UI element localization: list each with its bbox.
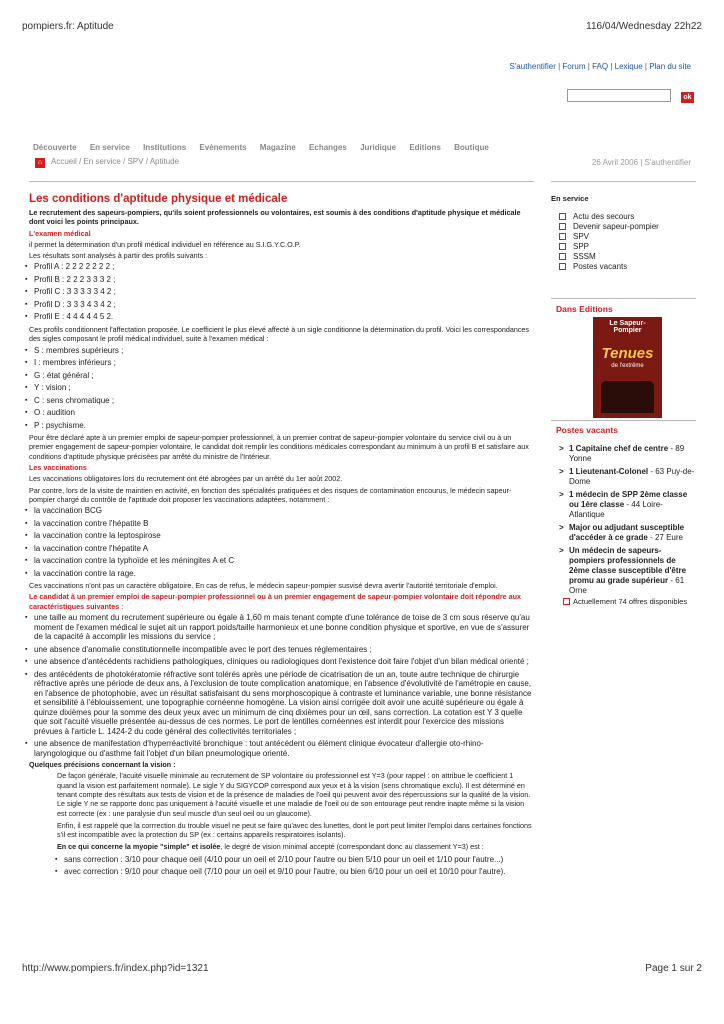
sidebar-list: [551, 212, 696, 272]
cover-masthead: Le Sapeur-Pompier: [609, 320, 646, 334]
myopie-list: [57, 855, 534, 877]
list-item: ▪ Profil A : 2 2 2 2 2 2 2 ;: [29, 262, 534, 272]
list-item: ▪ des antécédents de photokératomie réfractive sont tolérés après une période de cicatrisation de un an, toute autre technique de chirurgie réfractive après une période de deux ans, à l'exclusion de toute complication anatomique, en l'absence d'évolutivité de l'amétropie en cause, en l'absence de photophobie, avec un résultat satisfaisant du sens morphoscopique à contraste et luminance variable, une bonne résistance et sensibilité à l'éblouissement, une topographie cornéenne homogène. La vision ainsi corrigée doit avoir une acuité supérieure ou égale à quinze dixièmes pour la somme des deux yeux avec un minimum de cinq dixièmes pour un œil, sans correction. La cotation est Y 3 quelle que soit l'acuité visuelle présentée au-dessus de ces normes. Le port de lentilles cornéennes est interdit pour l'exercice des missions prévues à l'article L. 1424-2 du code général des collectivités territoriales ;: [29, 670, 534, 737]
sidebar-item-spv[interactable]: SPV: [551, 232, 696, 242]
paragraph: Les résultats sont analysés à partir des profils suivants :: [29, 251, 208, 261]
list-item: ▪ Profil B : 2 2 2 3 3 3 2 ;: [29, 275, 534, 285]
divider: [551, 420, 696, 421]
checkbox-icon: [559, 253, 566, 260]
paragraph: Pour être déclaré apte à un premier emploi de sapeur-pompier professionnel, à un premier contrat de sapeur-pompier volontaire du service civil ou à un premier engagement de sapeur-pompier volontaire, le candidat doit remplir les conditions médicales correspondant au minimum à un profil B et satisfaire aux conditions d'aptitude physique précisées par arrêté du ministre de l'Intérieur.: [29, 433, 529, 461]
candidate-heading: Le candidat à un premier emploi de sapeur-pompier professionnel ou à un premier engagement de sapeur-pompier volontaire doit répondre aux caractéristiques suivantes :: [29, 592, 522, 611]
print-footer-page: Page 1 sur 2: [645, 963, 702, 974]
nav-evenements[interactable]: Evènements: [199, 143, 247, 152]
postes-heading: Postes vacants: [556, 425, 618, 435]
article-title: Les conditions d'aptitude physique et médicale: [29, 193, 288, 205]
list-item: ▪ une taille au moment du recrutement supérieure ou égale à 1,60 m mais tenant compte d'une tolérance de toise de 3 cm sous réserve qu'au moment de l'examen médical le sujet ait un rapport poids/taille harmonieux et une bonne condition physique et sportive, en vue de s'assurer de la capacité à accomplir les missions du service ;: [29, 613, 534, 642]
search-input[interactable]: [567, 89, 671, 102]
list-item: ▪ la vaccination contre l'hépatite B: [29, 519, 534, 529]
forum-link[interactable]: Forum: [562, 62, 586, 71]
precisions-block: [57, 771, 534, 876]
main-nav: [33, 143, 500, 152]
list-item: ▪ P : psychisme.: [29, 421, 534, 431]
checkbox-icon: [559, 263, 566, 270]
paragraph: Par contre, lors de la visite de maintien en activité, en fonction des spécialités pratiquées et des risques de contamination encourus, le médecin sapeur-pompier chargé du contrôle de l'aptitude doit proposer les vaccinations adaptées, notamment :: [29, 485, 512, 504]
print-header-date: 116/04/Wednesday 22h22: [586, 21, 702, 32]
paragraph: Enfin, il est rappelé que la corrrection du trouble visuel ne peut se faire qu'avec des lunettes, dont le port peut limiter l'emploi dans certaines fonctions s'il est incompatible avec la protection du SP (ex : certains appareils respiratoires isolants).: [57, 820, 532, 840]
list-item: ▪ Profil E : 4 4 4 4 4 5 2.: [29, 312, 534, 322]
list-item: ▪ une absence d'anomalie constitutionnelle incompatible avec le port des tenues réglementaires ;: [29, 645, 534, 655]
date-line: 26 Avril 2006 | S'authentifier: [591, 158, 691, 167]
postes-list: [551, 444, 696, 596]
article: [29, 192, 534, 880]
nav-magazine[interactable]: Magazine: [259, 143, 296, 152]
print-footer-url: http://www.pompiers.fr/index.php?id=1321: [22, 963, 209, 974]
editions-heading: Dans Editions: [556, 304, 613, 314]
article-lead: Le recrutement des sapeurs-pompiers, qu'ils soient professionnels ou volontaires, est soumis à des conditions d'aptitude physique et médicale dont voici les points principaux.: [29, 208, 521, 227]
nav-juridique[interactable]: Juridique: [360, 143, 397, 152]
divider: [29, 181, 534, 182]
poste-item[interactable]: > 1 médecin de SPP 2ème classe ou 1ère classe - 44 Loire-Atlantique: [551, 490, 696, 520]
sigles-list: [29, 346, 534, 431]
paragraph: De façon générale, l'acuité visuelle minimale au recrutement de SP volontaire ou professionnel est Y=3 (pour rappel : on attribue le coefficient 1 quand la vision est parfaitement normale). Le sigle Y du SIGYCOP correspond aux yeux et à la vision (sens chromatique exclu). Il est déterminé en tenant compte des résultats aux tests de vision et de la présence de maladies de l'oeil qui peuvent avoir des répercussions sur la qualité de la vision. Le sigle Y ne se rapporte donc pas uniquement à l'acuité visuelle et une maladie de l'oeil ou de son entourage peut rendre inapte même si la vision est correcte (ex : une paralysie d'un seul muscle d'un seul oeil ou un glaucome).: [57, 771, 531, 818]
firefighters-image: [601, 381, 654, 413]
checkbox-icon: [559, 213, 566, 220]
paragraph: Ces profils conditionnent l'affectation proposée. Le coefficient le plus élevé affecté à un sigle conditionne la détermination du profil. Voici les correspondances des sigles composant le profil médical individuel, suite à l'examen médical :: [29, 324, 530, 344]
sidebar-item-actu[interactable]: Actu des secours: [551, 212, 696, 222]
nav-boutique[interactable]: Boutique: [454, 143, 489, 152]
sidebar-item-devenir[interactable]: Devenir sapeur-pompier: [551, 222, 696, 232]
divider: [551, 298, 696, 299]
checkbox-icon: [563, 598, 570, 605]
list-item: ▪ Y : vision ;: [29, 383, 534, 393]
paragraph: En ce qui concerne la myopie "simple" et isolée, le degré de vision minimal accepté (correspondant donc au classement Y=3) est :: [57, 842, 484, 852]
list-item: ▪ une absence d'antécédents rachidiens pathologiques, cliniques ou radiologiques dont l'existence doit faire l'objet d'un bilan médical orienté ;: [29, 657, 534, 667]
precisions-heading: Quelques précisions concernant la vision :: [29, 760, 176, 770]
cover-subtitle: de l'extrême: [611, 363, 644, 369]
top-links: S'authentifier | Forum | FAQ | Lexique | Plan du site: [509, 62, 691, 71]
sidebar-item-sssm[interactable]: SSSM: [551, 252, 696, 262]
sidebar-heading: En service: [551, 194, 589, 203]
checkbox-icon: [559, 223, 566, 230]
nav-institutions[interactable]: Institutions: [143, 143, 187, 152]
list-item: ▪ la vaccination contre la typhoïde et les méningites A et C: [29, 556, 534, 566]
poste-item[interactable]: > 1 Lieutenant-Colonel - 63 Puy-de-Dome: [551, 467, 696, 487]
list-item: ▪ sans correction : 3/10 pour chaque oeil (4/10 pour un oeil et 2/10 pour l'autre ou bien 5/10 pour un oeil et 1/10 pour l'autre...): [59, 855, 534, 865]
paragraph: Les vaccinations obligatoires lors du recrutement ont été abrogées par un arrêté du 1er août 2002.: [29, 474, 343, 484]
plan-link[interactable]: Plan du site: [649, 62, 691, 71]
nav-en-service[interactable]: En service: [89, 143, 130, 152]
list-item: ▪ C : sens chromatique ;: [29, 396, 534, 406]
paragraph: il permet la détermination d'un profil médical individuel en référence au S.I.G.Y.C.O.P.: [29, 239, 301, 249]
list-item: ▪ Profil D : 3 3 3 4 3 4 2 ;: [29, 300, 534, 310]
list-item: ▪ G : état général ;: [29, 371, 534, 381]
poste-item[interactable]: > Major ou adjudant susceptible d'accéder à ce grade - 27 Eure: [551, 523, 696, 543]
home-icon[interactable]: ⌂: [35, 158, 45, 168]
criteria-list: [29, 613, 534, 758]
sidebar-item-spp[interactable]: SPP: [551, 242, 696, 252]
checkbox-icon: [559, 243, 566, 250]
list-item: ▪ la vaccination contre la rage.: [29, 569, 534, 579]
postes-list-block: [551, 444, 696, 599]
list-item: ▪ avec correction : 9/10 pour chaque oeil (7/10 pour un oeil et 9/10 pour l'autre, ou bien 6/10 pour un oeil et 10/10 pour l'autre).: [59, 867, 534, 877]
nav-editions[interactable]: Editions: [409, 143, 441, 152]
search-ok-button[interactable]: ok: [681, 92, 694, 103]
list-item: ▪ S : membres supérieurs ;: [29, 346, 534, 356]
exam-heading: L'examen médical: [29, 228, 91, 238]
breadcrumb[interactable]: Accueil / En service / SPV / Aptitude: [51, 157, 180, 166]
poste-item[interactable]: > Un médecin de sapeurs-pompiers professionnels de 2ème classe susceptible d'être promu au grade supérieur - 61 Orne: [551, 546, 696, 596]
divider: [551, 181, 696, 182]
offers-line[interactable]: Actuellement 74 offres disponibles: [551, 597, 696, 606]
paragraph: Ces vaccinations n'ont pas un caractère obligatoire. En cas de refus, le médecin sapeur-pompier susvisé devra avertir l'autorité territoriale d'emploi.: [29, 581, 498, 591]
list-item: ▪ la vaccination BCG: [29, 506, 534, 516]
list-item: ▪ Profil C : 3 3 3 3 3 4 2 ;: [29, 287, 534, 297]
checkbox-icon: [559, 233, 566, 240]
list-item: ▪ O : audition: [29, 408, 534, 418]
magazine-cover[interactable]: [593, 317, 662, 418]
cover-title: Tenues: [601, 345, 654, 362]
vaccines-list: [29, 506, 534, 578]
sidebar-item-postes[interactable]: Postes vacants: [551, 262, 696, 272]
nav-echanges[interactable]: Echanges: [309, 143, 347, 152]
poste-item[interactable]: > 1 Capitaine chef de centre - 89 Yonne: [551, 444, 696, 464]
lexique-link[interactable]: Lexique: [614, 62, 643, 71]
authenticate-link[interactable]: S'authentifier: [509, 62, 556, 71]
profiles-list: [29, 262, 534, 322]
faq-link[interactable]: FAQ: [592, 62, 609, 71]
print-header-title: pompiers.fr: Aptitude: [22, 21, 114, 32]
list-item: ▪ I : membres inférieurs ;: [29, 358, 534, 368]
list-item: ▪ la vaccination contre la leptospirose: [29, 531, 534, 541]
nav-decouverte[interactable]: Découverte: [33, 143, 77, 152]
sidebar-en-service: [551, 194, 696, 272]
list-item: ▪ la vaccination contre l'hépatite A: [29, 544, 534, 554]
vaccinations-heading: Les vaccinations: [29, 462, 87, 472]
list-item: ▪ une absence de manifestation d'hyperréactivité bronchique : tout antécédent ou élément clinique évocateur d'allergie oto-rhino-laryngologique ou d'asthme fait l'objet d'un bilan pneumologique orienté.: [29, 739, 534, 758]
